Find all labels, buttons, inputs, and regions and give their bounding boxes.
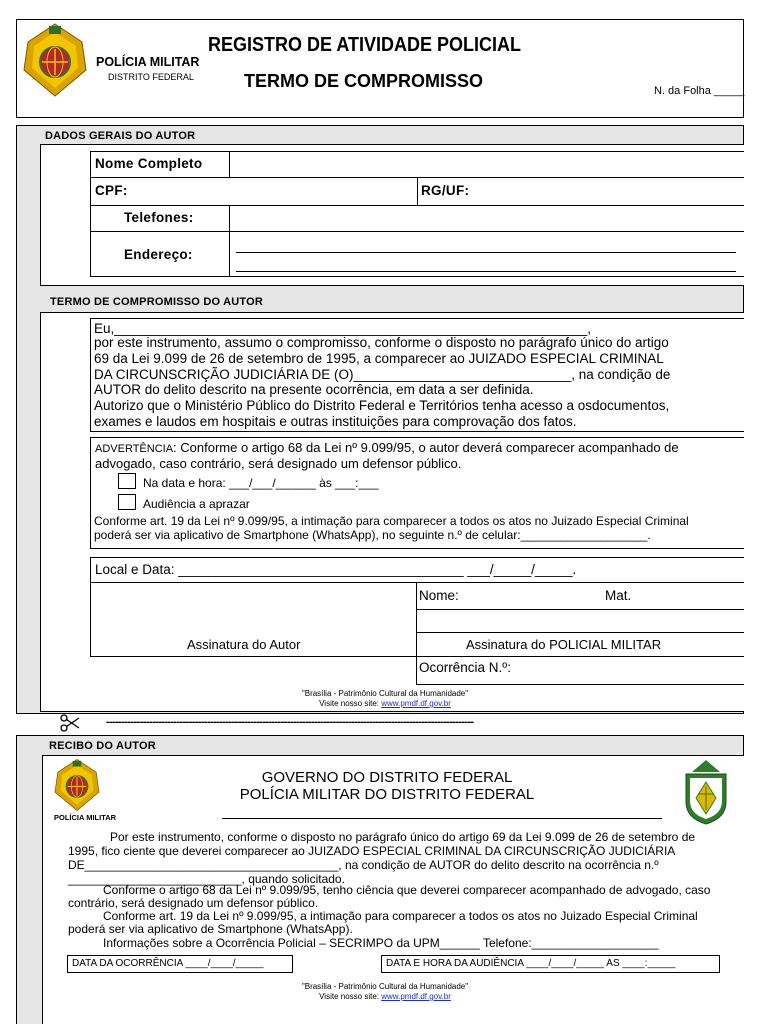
org-sub: DISTRITO FEDERAL xyxy=(108,72,194,82)
pmdf-badge-icon xyxy=(20,22,90,98)
recibo-footer-site-link[interactable]: www.pmdf.df.gov.br xyxy=(381,992,451,1001)
termo-line-7: exames e laudos em hospitais e outras instituições para comprovação dos fatos. xyxy=(94,414,577,429)
nome-completo-label: Nome Completo xyxy=(95,156,203,171)
pm-extra-field[interactable] xyxy=(420,611,740,631)
intimacao-line-1: Conforme art. 19 da Lei nº 9.099/95, a intimação para comparecer a todos os atos no Juizado Especial Criminal xyxy=(94,514,689,528)
section-title-recibo: RECIBO DO AUTOR xyxy=(49,740,156,752)
recibo-gov-line-2: POLÍCIA MILITAR DO DISTRITO FEDERAL xyxy=(239,786,535,803)
assinatura-autor-label: Assinatura do Autor xyxy=(187,637,301,652)
termo-line-2: por este instrumento, assumo o compromisso, conforme o disposto no parágrafo único do artigo xyxy=(94,335,669,350)
df-coat-of-arms-icon xyxy=(676,758,736,826)
telefones-field[interactable] xyxy=(231,206,741,230)
pm-nome-field[interactable] xyxy=(460,584,600,606)
termo-line-3: 69 da Lei 9.099 de 26 de setembro de 1995, a comparecer ao JUIZADO ESPECIAL CRIMINAL xyxy=(94,351,664,366)
cpf-label: CPF: xyxy=(95,183,128,198)
telefones-label: Telefones: xyxy=(124,210,194,225)
sheet-number-label: N. da Folha _____ xyxy=(654,85,745,97)
assinatura-pm-label: Assinatura do POLICIAL MILITAR xyxy=(466,637,662,652)
page-title: REGISTRO DE ATIVIDADE POLICIAL xyxy=(208,34,522,56)
endereco-field[interactable] xyxy=(231,232,741,276)
page-subtitle: TERMO DE COMPROMISSO xyxy=(244,71,484,91)
recibo-footer-site-line xyxy=(240,992,530,1001)
recibo-p3-line-2: poderá ser via aplicativo de Smartphone (WhatsApp). xyxy=(68,922,353,936)
termo-line-4: DA CIRCUNSCRIÇÃO JUDICIÁRIA DE (O)_____________________________, na condição de xyxy=(94,367,671,382)
advertencia-label: ADVERTÊNCIA xyxy=(95,443,174,455)
recibo-footer-motto: "Brasília - Patrimônio Cultural da Humanidade" xyxy=(301,982,469,991)
termo-line-6: Autorizo que o Ministério Público do Distrito Federal e Territórios tenha acesso a osdocumentos, xyxy=(94,398,670,413)
opt-data-hora-label: Na data e hora: ___/___/______ às ___:___ xyxy=(143,476,379,490)
assinatura-autor-field[interactable] xyxy=(94,586,412,634)
opt-audiencia-label: Audiência a aprazar xyxy=(143,497,250,511)
pm-mat-field[interactable] xyxy=(640,584,740,606)
local-data-field[interactable]: Local e Data: ______________________________________ ___/_____/_____. xyxy=(95,562,577,577)
recibo-p4: Informações sobre a Ocorrência Policial – SECRIMPO da UPM______ Telefone:___________________ xyxy=(103,936,659,950)
advertencia-text-1: : Conforme o artigo 68 da Lei nº 9.099/95, o autor deverá comparecer acompanhado de xyxy=(173,440,679,455)
ocorrencia-field[interactable] xyxy=(528,658,738,682)
ocorrencia-label: Ocorrência N.º: xyxy=(419,660,511,675)
endereco-label: Endereço: xyxy=(124,247,193,262)
footer-motto: "Brasília - Patrimônio Cultural da Humanidade" xyxy=(301,689,469,698)
recibo-p1-line-4: __________________________, quando solicitado. xyxy=(68,872,345,886)
recibo-p3-line-1: Conforme art. 19 da Lei nº 9.099/95, a intimação para comparecer a todos os atos no Juizado Especial Criminal xyxy=(103,909,698,923)
rg-uf-label: RG/UF: xyxy=(421,183,470,198)
recibo-footer-site-prefix: Visite nosso site: xyxy=(319,992,382,1001)
pm-mat-label: Mat. xyxy=(605,588,632,603)
recibo-p1-line-3: DE______________________________________, na condição de AUTOR do delito descrito na ocorrência n.º xyxy=(68,858,659,872)
recibo-p2-line-2: contrário, será designado um defensor público. xyxy=(68,896,319,910)
advertencia-line-1 xyxy=(95,441,679,457)
data-audiencia-label: DATA E HORA DA AUDIÊNCIA ____/____/_____ AS ____:_____ xyxy=(386,958,676,969)
checkbox-data-hora[interactable] xyxy=(118,473,136,489)
checkbox-audiencia-aprazar[interactable] xyxy=(118,494,136,510)
termo-line-1: Eu,_______________________________________________________________, xyxy=(94,321,592,336)
recibo-pmdf-badge-icon xyxy=(52,758,102,812)
recibo-gov-line-1: GOVERNO DO DISTRITO FEDERAL xyxy=(261,769,513,786)
data-ocorrencia-label: DATA DA OCORRÊNCIA ____/____/_____ xyxy=(72,958,264,969)
org-name: POLÍCIA MILITAR xyxy=(96,55,200,69)
intimacao-line-2: poderá ser via aplicativo de Smartphone (WhatsApp), no seguinte n.º de celular:___________________. xyxy=(94,528,651,542)
recibo-logo-label: POLÍCIA MILITAR xyxy=(54,813,117,822)
cpf-field[interactable] xyxy=(135,178,415,204)
recibo-p1-line-2: 1995, fico ciente que deverei comparecer ao JUIZADO ESPECIAL CRIMINAL DA CIRCUNSCRIÇÃO JUDICIÁRIA xyxy=(68,844,676,858)
nome-completo-field[interactable] xyxy=(231,152,741,176)
cut-line: ------------------------------------------------------------------------------------------------------------------------ xyxy=(106,716,474,728)
rg-uf-field[interactable] xyxy=(480,178,740,204)
termo-line-5: AUTOR do delito descrito na presente ocorrência, em data a ser definida. xyxy=(94,382,534,397)
footer-site-link[interactable]: www.pmdf.df.gov.br xyxy=(381,699,451,708)
section-title-termo: TERMO DE COMPROMISSO DO AUTOR xyxy=(50,296,263,308)
footer-site-line xyxy=(240,699,530,708)
footer-site-prefix: Visite nosso site: xyxy=(319,699,382,708)
scissors-icon xyxy=(60,714,80,732)
advertencia-line-2: advogado, caso contrário, será designado um defensor público. xyxy=(95,456,462,471)
recibo-p1-line-1: Por este instrumento, conforme o disposto no parágrafo único do artigo 69 da Lei 9.099 de 26 de setembro de xyxy=(110,830,696,844)
pm-nome-label: Nome: xyxy=(419,588,459,603)
recibo-p2-line-1: Conforme o artigo 68 da Lei nº 9.099/95, tenho ciência que deverei comparecer acompanhado de advogado, caso xyxy=(103,883,711,897)
section-title-dados: DADOS GERAIS DO AUTOR xyxy=(45,130,196,142)
